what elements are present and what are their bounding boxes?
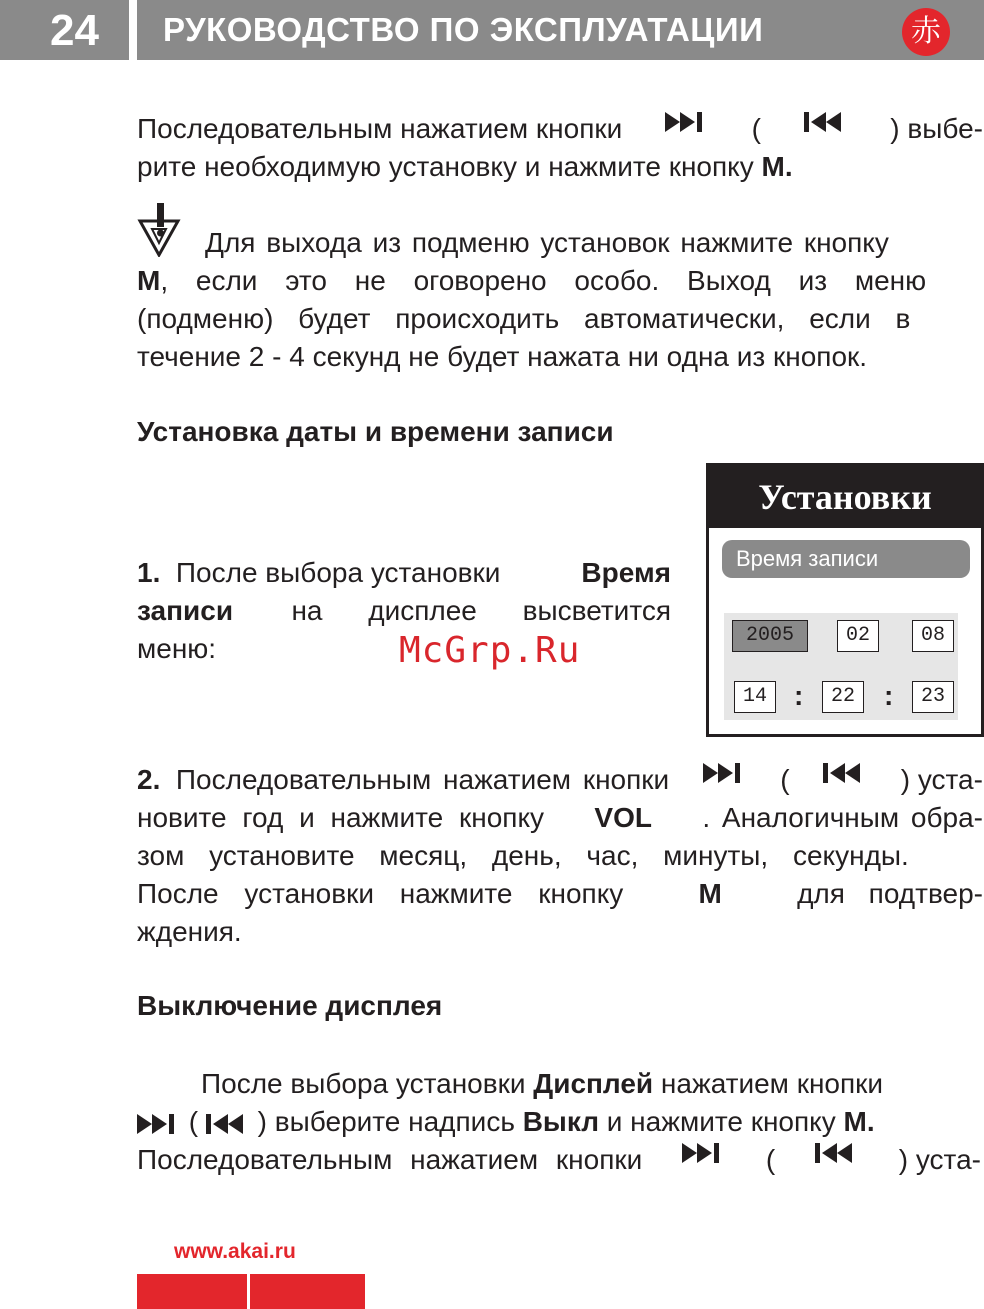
header-bar bbox=[137, 0, 984, 60]
previous-track-icon bbox=[206, 1112, 250, 1136]
device-menu-title: Установки bbox=[709, 466, 981, 528]
text: Последовательным нажатием кнопки bbox=[137, 113, 623, 144]
note-paragraph: Для выхода из подменю установок нажмите кнопку M, если это не оговорено особо. Выход из меню (подменю) будет происходить автоматически, если в течение 2 - 4 секунд не будет нажата ни одна из кнопок. bbox=[137, 227, 927, 372]
day-field: 08 bbox=[912, 620, 954, 652]
step-1-paragraph: 1. После выбора установки Время записи на дисплее высветится меню: bbox=[137, 557, 671, 664]
next-track-icon bbox=[682, 1141, 726, 1179]
page-number-box bbox=[0, 0, 129, 60]
page-number: 24 bbox=[50, 6, 99, 55]
display-off-paragraph: После выбора установки Дисплей нажатием кнопки ( ) выберите надпись Выкл и нажмите кнопку M. Последовательным нажатием кнопки ( ) уста- bbox=[137, 1065, 981, 1179]
footer-bar bbox=[137, 1274, 365, 1309]
second-field: 23 bbox=[912, 681, 954, 713]
time-separator: : bbox=[884, 680, 894, 711]
hour-field: 14 bbox=[734, 681, 776, 713]
intro-paragraph: Последовательным нажатием кнопки ( ) выбе- рите необходимую установку и нажмите кнопку M. bbox=[137, 110, 983, 186]
page-title: РУКОВОДСТВО ПО ЭКСПЛУАТАЦИИ bbox=[163, 11, 764, 48]
next-track-icon bbox=[703, 761, 747, 799]
brand-logo-icon: 赤 bbox=[902, 8, 950, 56]
footer-website: www.akai.ru bbox=[174, 1240, 296, 1263]
next-track-icon bbox=[665, 110, 709, 148]
section-heading-date-time: Установка даты и времени записи bbox=[137, 416, 614, 447]
watermark: McGrp.Ru bbox=[399, 630, 581, 671]
device-menu-item: Время записи bbox=[722, 540, 970, 578]
step-2-paragraph: 2. Последовательным нажатием кнопки ( ) уста- новите год и нажмите кнопку VOL . Аналогичным обра- зом установите месяц, день, час, минуты, секунды. После установки нажмите кнопку M для подтвер- ждения. bbox=[137, 761, 983, 951]
previous-track-icon bbox=[815, 1141, 859, 1179]
date-time-panel bbox=[724, 613, 958, 720]
device-screen bbox=[706, 463, 984, 737]
year-field: 2005 bbox=[732, 620, 808, 652]
previous-track-icon bbox=[823, 761, 867, 799]
previous-track-icon bbox=[804, 110, 848, 148]
section-heading-display-off: Выключение дисплея bbox=[137, 990, 443, 1021]
month-field: 02 bbox=[837, 620, 879, 652]
minute-field: 22 bbox=[822, 681, 864, 713]
next-track-icon bbox=[137, 1112, 181, 1136]
time-separator: : bbox=[794, 680, 804, 711]
